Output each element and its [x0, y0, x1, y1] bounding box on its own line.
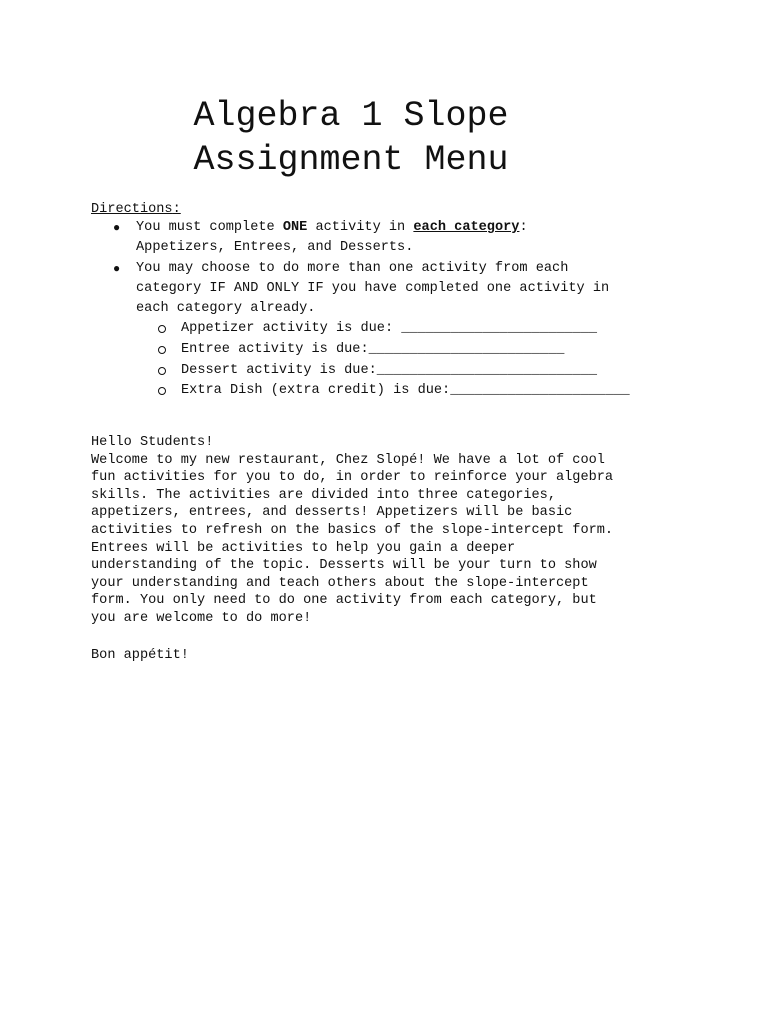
circle-bullet-icon	[158, 387, 166, 395]
due-label: Entree activity is due:	[181, 342, 369, 358]
circle-bullet-icon	[158, 325, 166, 333]
directions-heading	[91, 200, 181, 220]
letter-line: your understanding and teach others about the slope-intercept	[91, 575, 589, 591]
list-item	[91, 259, 691, 402]
circle-bullet-icon	[158, 367, 166, 375]
letter-line: skills. The activities are divided into three categories,	[91, 487, 556, 503]
bullet-1-line-2: Appetizers, Entrees, and Desserts.	[136, 240, 414, 256]
letter-line: fun activities for you to do, in order to reinforce your algebra	[91, 470, 614, 486]
bullet-1-line-1	[136, 218, 691, 238]
list-item	[91, 218, 691, 259]
letter-line: Entrees will be activities to help you gain a deeper	[91, 540, 516, 556]
letter-line: form. You only need to do one activity from each category, but	[91, 593, 597, 609]
directions-colon: :	[172, 202, 181, 217]
letter-line: activities to refresh on the basics of the slope-intercept form.	[91, 522, 614, 538]
due-item-appetizer	[136, 319, 691, 340]
directions-label: Directions	[91, 202, 173, 217]
bullet-1-text-post: :	[519, 220, 528, 235]
circle-bullet-icon	[158, 346, 166, 354]
due-label: Extra Dish (extra credit) is due:	[181, 383, 451, 399]
due-blank-field[interactable]: ________________________	[368, 342, 565, 358]
due-blank-field[interactable]: ___________________________	[376, 362, 598, 378]
welcome-letter	[91, 434, 613, 628]
due-item-dessert	[136, 361, 691, 382]
due-blank-field[interactable]: ______________________	[450, 383, 630, 399]
page-title	[0, 94, 735, 182]
bullet-1-text-mid: activity in	[307, 220, 414, 235]
bullet-2-line-3: each category already.	[136, 301, 316, 317]
bullet-1-emphasis: ONE	[282, 220, 308, 235]
bullet-2-line-2: category IF AND ONLY IF you have completed one activity in	[136, 280, 610, 296]
letter-line: understanding of the topic. Desserts will be your turn to show	[91, 558, 597, 574]
bullet-icon: ●	[113, 221, 121, 235]
due-item-extra-dish	[136, 381, 691, 402]
title-line-1: Algebra 1 Slope	[193, 96, 509, 136]
due-item-entree	[136, 340, 691, 361]
letter-line: Welcome to my new restaurant, Chez Slopé! We have a lot of cool	[91, 452, 605, 468]
due-blank-field[interactable]: ________________________	[401, 321, 598, 337]
due-label: Dessert activity is due:	[181, 362, 377, 378]
letter-line: appetizers, entrees, and desserts! Appetizers will be basic	[91, 505, 573, 521]
letter-signoff: Bon appétit!	[91, 648, 189, 663]
bullet-1-emphasis-underline: each category	[413, 220, 520, 235]
letter-line: you are welcome to do more!	[91, 610, 312, 626]
bullet-2-line-1: You may choose to do more than one activity from each	[136, 260, 569, 276]
letter-greeting: Hello Students!	[91, 435, 214, 450]
due-label: Appetizer activity is due:	[181, 321, 402, 337]
bullet-icon: ●	[113, 261, 121, 276]
title-line-2: Assignment Menu	[193, 140, 509, 180]
bullet-1-text-pre: You must complete	[136, 220, 283, 235]
directions-list	[91, 218, 691, 402]
due-dates-list	[136, 319, 691, 401]
